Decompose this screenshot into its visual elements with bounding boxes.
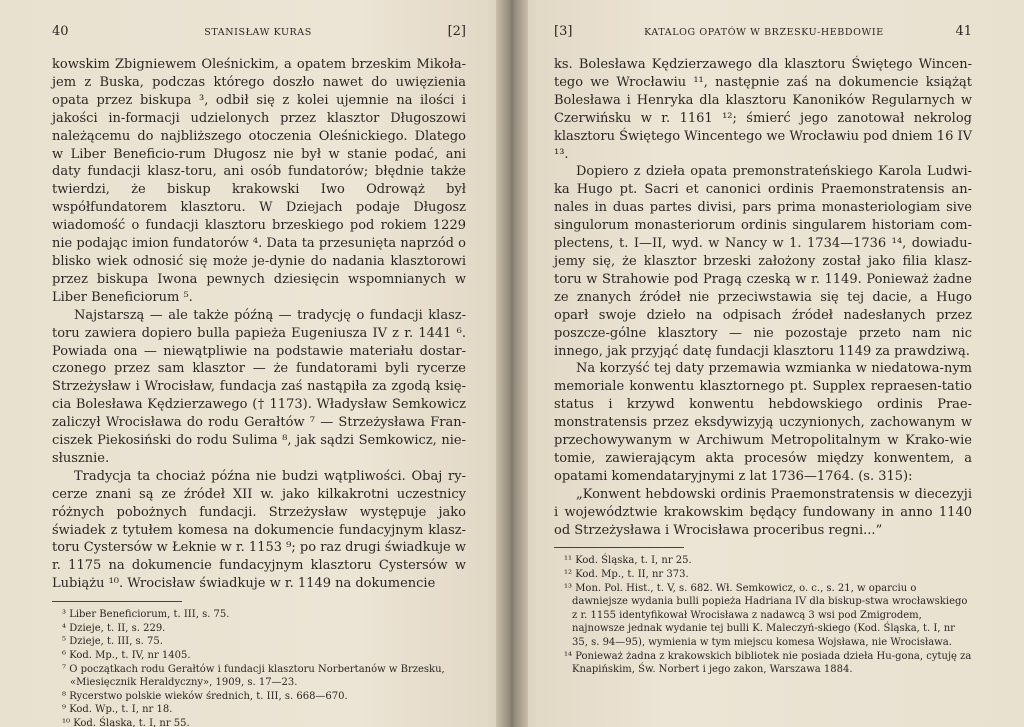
right-body-text: [554, 56, 972, 539]
footnote: ⁵ Dzieje, t. III, s. 75.: [62, 636, 163, 648]
right-page: [512, 0, 1024, 727]
paragraph: Na korzyść tej daty przemawia wzmianka w niedatowa-nym memoriale konwentu klasztornego pt. Supplex repraesen-tatio status i krzywd konwentu hebdowskiego ordinis Prae-monstratensis przez eksdywizyją uczynionych, zachowanym w przechowywanym w Archiwum Metropolitalnym w Krako-wie tomie, zawierającym akta procesów między konwentem, a opatami komendataryjnymi z lat 1736—1764. (s. 315):: [554, 361, 972, 484]
right-footnotes: [554, 554, 972, 676]
footnote: ⁷ O początkach rodu Gerałtów i fundacji klasztoru Norbertanów w Brzesku, «Miesięcznik Heraldyczny», 1909, s. 17—23.: [62, 663, 445, 689]
footnote: ¹⁰ Kod. Śląska, t. I, nr 55.: [62, 717, 190, 727]
footnote: ⁶ Kod. Mp., t. IV, nr 1405.: [62, 649, 191, 661]
left-body-text: [52, 56, 466, 593]
paragraph: Dopiero z dzieła opata premonstrateńskiego Karola Ludwi-ka Hugo pt. Sacri et canonici ordinis Praemonstratensis an-nales in duas partes divisi, pars prima monasteriologiam sive singulorum monasteriorum ordinis singularem historiam com-plectens, t. I—II, wyd. w Nancy w 1. 1734—1736 ¹⁴, dowiadu-jemy się, że klasztor brzeski założony został jako filia klasz-toru w Strahowie pod Pragą czeską w r. 1149. Ponieważ żadne ze znanych źródeł nie przeciwstawia się tej dacie, a Hugo oparł swoje dzieło na odpisach źródeł nadesłanych przez poszcze-gólne klasztory — nie pozostaje przeto nam nic innego, jak przyjąć datę fundacji klasztoru 1149 za prawdziwą.: [554, 164, 972, 359]
footnote: ⁸ Rycerstwo polskie wieków średnich, t. III, s. 668—670.: [62, 690, 348, 702]
running-title: STANISŁAW KURAS: [204, 27, 312, 38]
section-marker: [2]: [447, 24, 466, 39]
footnote: ¹² Kod. Mp., t. II, nr 373.: [564, 569, 689, 581]
footnote: ³ Liber Beneficiorum, t. III, s. 75.: [62, 609, 230, 621]
paragraph: ks. Bolesława Kędzierzawego dla klasztoru Świętego Wincen-tego we Wrocławiu ¹¹, następnie zaś na dokumencie książąt Bolesława i Henryka dla klasztoru Kanoników Regularnych w Czerwińsku w r. 1161 ¹²; śmierć jego zanotował nekrolog klasztoru Świętego Wincentego we Wrocławiu pod dniem 16 IV ¹³.: [554, 57, 972, 162]
footnote-rule: [554, 547, 684, 548]
page-number: 41: [955, 24, 972, 39]
footnote: ¹¹ Kod. Śląska, t. I, nr 25.: [564, 555, 692, 567]
right-running-head: [554, 24, 972, 42]
paragraph: Najstarszą — ale także późną — tradycję o fundacji klasz-toru zawiera dopiero bulla papieża Eugeniusza IV z r. 1441 ⁶. Powiada ona — niewątpliwie na podstawie materiału dostar-czonego przez sam klasztor — że fundatorami byli rycerze Strzeżysław i Wrocisław, fundacja zaś nastąpiła za zgodą księ-cia Bolesława Kędzierzawego († 1173). Władysław Semkowicz zaliczył Wrocisława do rodu Gerałtów ⁷ — Strzeżysława Fran-ciszek Piekosiński do rodu Sulima ⁸, jak sądzi Semkowicz, nie-słusznie.: [52, 307, 466, 466]
footnote: ¹³ Mon. Pol. Hist., t. V, s. 682. Wł. Semkowicz, o. c., s. 21, w oparciu o dawniejsze wydania bulli popieża Hadriana IV dla biskup-stwa wrocławskiego z r. 1155 identyfikował Wrocisława z nadawcą 3 wsi pod Zmigrodem, najnowsze jednak wydanie tej bulli K. Maleczyń-skiego (Kod. Śląska, t. I, nr 35, s. 94—95), wymienia w tym miejscu komesa Wojsława, nie Wrocisława.: [564, 582, 968, 649]
section-marker: [3]: [554, 24, 573, 39]
paragraph: kowskim Zbigniewem Oleśnickim, a opatem brzeskim Mikoła-jem z Buska, podczas którego doszło nawet do uwięzienia opata przez biskupa ³, odbił się z kolei ujemnie na ilości i jakości in-formacji udzielonych przez klasztor Długoszowi należącemu do najbliższego otoczenia Oleśnickiego. Dlatego w Liber Beneficio-rum Długosz nie był w stanie podać, ani daty fundacji klasz-toru, ani osób fundatorów; błędnie także twierdzi, że biskup krakowski Iwo Odrowąż był współfundatorem klasztoru. W Dziejach podaje Długosz wiadomość o fundacji klasztoru brzeskiego pod rokiem 1229 nie podając imion fundatorów ⁴. Data ta przesunięta naprzód o blisko wiek odnosić się może je-dynie do nadania klasztorowi przez biskupa Iwona pewnych dziesięcin wspomnianych w Liber Beneficiorum ⁵.: [52, 57, 466, 305]
footnote-rule: [52, 601, 182, 602]
footnote: ⁴ Dzieje, t. II, s. 229.: [62, 622, 166, 634]
running-title: KATALOG OPATÓW W BRZESKU-HEBDOWIE: [644, 27, 884, 38]
book-gutter: [496, 0, 528, 727]
left-footnotes: [52, 608, 466, 727]
quotation: „Konwent hebdowski ordinis Praemonstratensis w diecezyji i województwie krakowskim będący fundowany in anno 1140 od Strzeżysława i Wrocisława proceribus regni...”: [554, 486, 972, 538]
left-running-head: [52, 24, 466, 42]
paragraph: Tradycja ta chociaż późna nie budzi wątpliwości. Obaj ry-cerze znani są ze źródeł XII w. jako kilkakrotni uczestnicy różnych pobożnych fundacji. Strzeżysław występuje jako świadek z tytułem komesa na dokumencie fundacyjnym klasz-toru Cystersów w Łeknie w r. 1153 ⁹; po raz drugi świadkuje w r. 1175 na dokumencie fundacyjnym klasztoru Cystersów w Lubiążu ¹⁰. Wrocisław świadkuje w r. 1149 na dokumencie: [52, 468, 466, 592]
footnote: ¹⁴ Ponieważ żadna z krakowskich bibliotek nie posiada dzieła Hu-gona, cytuję za Knapińskim, Św. Norbert i jego zakon, Warszawa 1884.: [564, 650, 972, 676]
footnote: ⁹ Kod. Wp., t. I, nr 18.: [62, 704, 173, 716]
page-number: 40: [52, 24, 69, 39]
